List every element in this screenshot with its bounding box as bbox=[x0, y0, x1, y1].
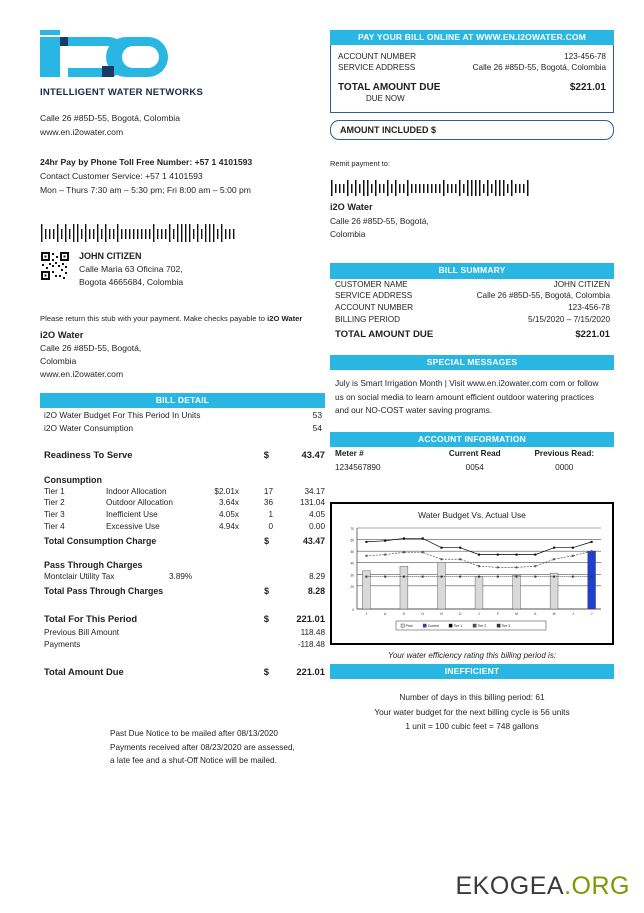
service-hours: Mon – Thurs 7:30 am – 5:30 pm; Fri 8:00 am – 5:00 pm bbox=[40, 184, 251, 195]
unit-conversion-line: 1 unit = 100 cubic feet = 748 gallons bbox=[405, 721, 539, 732]
previous-bill-amount: 118.48 bbox=[300, 628, 325, 638]
summary-value: 5/15/2020 – 7/15/2020 bbox=[528, 314, 610, 324]
summary-value: Calle 26 #85D-55, Bogotá, Colombia bbox=[476, 291, 610, 301]
current-read-label: Current Read bbox=[448, 448, 501, 458]
account-number-label: ACCOUNT NUMBER bbox=[338, 52, 417, 62]
efficiency-rating-badge: INEFFICIENT bbox=[330, 664, 614, 679]
chart-title: Water Budget Vs. Actual Use bbox=[418, 509, 526, 520]
svg-text:20: 20 bbox=[350, 584, 354, 589]
customer-address-line2: Bogota 4665684, Colombia bbox=[79, 277, 184, 288]
total-amount-due-row bbox=[40, 663, 325, 680]
table-row bbox=[330, 302, 614, 314]
table-row bbox=[40, 570, 325, 582]
account-information-header: ACCOUNT INFORMATION bbox=[330, 432, 614, 447]
notice-line-2: Payments received after 08/23/2020 are assessed, bbox=[110, 742, 295, 752]
tier-label: Tier 2 bbox=[44, 498, 65, 508]
pay-online-total-label: TOTAL AMOUNT DUE bbox=[338, 82, 441, 94]
past-due-notice bbox=[110, 727, 295, 768]
remit-barcode-icon bbox=[330, 177, 555, 199]
svg-text:50: 50 bbox=[350, 550, 354, 555]
previous-read-value: 0000 bbox=[555, 462, 574, 472]
summary-label: SERVICE ADDRESS bbox=[335, 291, 413, 301]
svg-text:30: 30 bbox=[350, 573, 354, 578]
pass-through-item-label: Montclair Utility Tax bbox=[44, 571, 115, 581]
payments-currency bbox=[239, 640, 269, 649]
total-consumption-value: 43.47 bbox=[302, 536, 325, 547]
svg-text:40: 40 bbox=[350, 561, 354, 566]
budget-label: i2O Water Budget For This Period In Units bbox=[44, 409, 201, 420]
tier-units: 17 bbox=[263, 486, 273, 496]
total-for-period-row bbox=[40, 610, 325, 627]
svg-text:D: D bbox=[459, 611, 462, 616]
bill-detail-consumption-row bbox=[40, 421, 325, 434]
tier-name: Excessive Use bbox=[106, 521, 160, 531]
tier-rate: $2.01x bbox=[214, 486, 239, 496]
consumption-section-title: Consumption bbox=[44, 475, 102, 486]
svg-text:Tier 2: Tier 2 bbox=[477, 623, 487, 628]
special-messages-body: July is Smart Irrigation Month | Visit www.en.i2owater.com com or follow us on social media to learn amount efficient outdoor watering practices and our NO-COST water saving programs. bbox=[335, 378, 599, 416]
consumption-section bbox=[40, 475, 325, 548]
total-period-amount: 221.01 bbox=[296, 613, 325, 625]
pass-through-item-currency bbox=[239, 572, 269, 581]
stub-payee-name: i2O Water bbox=[40, 328, 84, 340]
tier-rate: 3.64x bbox=[218, 498, 239, 508]
remit-address1: Calle 26 #85D-55, Bogotá, bbox=[330, 216, 429, 227]
previous-read-label: Previous Read: bbox=[534, 448, 595, 458]
svg-text:N: N bbox=[440, 611, 443, 616]
qr-code-icon bbox=[40, 251, 70, 281]
account-info-header-row bbox=[330, 447, 614, 461]
consumption-value: 54 bbox=[312, 422, 322, 433]
total-due-amount: 221.01 bbox=[296, 665, 325, 677]
left-column bbox=[40, 30, 325, 680]
stub-note bbox=[40, 314, 325, 323]
total-consumption-charge-row bbox=[40, 532, 325, 548]
svg-text:A: A bbox=[384, 611, 387, 616]
pass-through-item-rate: 3.89% bbox=[169, 571, 193, 581]
bill-detail-budget-row bbox=[40, 408, 325, 421]
table-row bbox=[40, 485, 325, 497]
stub-payee-address2: Colombia bbox=[40, 356, 77, 367]
ekogea-watermark bbox=[456, 872, 631, 901]
i2o-logo bbox=[40, 30, 188, 82]
tier-amount: 34.17 bbox=[304, 486, 325, 496]
company-contact-block bbox=[40, 156, 325, 198]
table-row bbox=[330, 313, 614, 325]
svg-text:Prior: Prior bbox=[405, 623, 413, 628]
pay-online-header[interactable]: PAY YOUR BILL ONLINE AT WWW.EN.I2OWATER.COM bbox=[330, 30, 614, 45]
svg-text:J: J bbox=[478, 611, 480, 616]
watermark-part1: EKOGEA bbox=[455, 872, 565, 900]
svg-text:M: M bbox=[552, 611, 556, 616]
summary-label: BILLING PERIOD bbox=[335, 314, 401, 324]
account-info-value-row bbox=[330, 461, 614, 472]
next-budget-line: Your water budget for the next billing cycle is 56 units bbox=[374, 706, 570, 717]
total-due-currency: $ bbox=[263, 665, 269, 677]
readiness-currency: $ bbox=[263, 449, 269, 461]
table-row bbox=[40, 509, 325, 521]
company-website: www.en.i2owater.com bbox=[40, 126, 124, 137]
meter-number-value: 1234567890 bbox=[335, 462, 381, 472]
pass-through-section bbox=[40, 560, 325, 598]
svg-text:J: J bbox=[365, 611, 368, 616]
svg-text:J: J bbox=[571, 611, 574, 616]
customer-name: JOHN CITIZEN bbox=[79, 250, 142, 261]
billing-days-line: Number of days in this billing period: 61 bbox=[399, 692, 545, 703]
footer-notes bbox=[330, 690, 614, 734]
bill-summary-total-label: TOTAL AMOUNT DUE bbox=[335, 328, 434, 340]
pass-through-total-row bbox=[40, 582, 325, 598]
service-address-row bbox=[338, 62, 606, 73]
remit-name: i2O Water bbox=[330, 202, 373, 213]
tier-units: 1 bbox=[268, 510, 273, 520]
toll-free-phone: 24hr Pay by Phone Toll Free Number: +57 1 4101593 bbox=[40, 156, 253, 167]
current-read-value: 0054 bbox=[465, 462, 484, 472]
tier-amount: 131.04 bbox=[299, 498, 325, 508]
svg-text:F: F bbox=[496, 611, 499, 616]
tier-name: Inefficient Use bbox=[106, 510, 158, 520]
total-amount-due-section bbox=[40, 663, 325, 680]
total-period-currency: $ bbox=[263, 613, 269, 625]
notice-line-1: Past Due Notice to be mailed after 08/13/2020 bbox=[110, 729, 278, 738]
stub-payee-address1: Calle 26 #85D-55, Bogotá, bbox=[40, 342, 142, 353]
table-row bbox=[40, 520, 325, 532]
bill-summary-header: BILL SUMMARY bbox=[330, 263, 614, 278]
summary-value: JOHN CITIZEN bbox=[553, 279, 610, 289]
consumption-label: i2O Water Consumption bbox=[44, 422, 134, 433]
svg-text:O: O bbox=[421, 611, 425, 616]
tier-amount: 0.00 bbox=[309, 521, 325, 531]
account-number-row bbox=[338, 51, 606, 62]
service-address-value: Calle 26 #85D-55, Bogotá, Colombia bbox=[472, 63, 606, 73]
svg-text:Tier 1: Tier 1 bbox=[453, 623, 463, 628]
table-row bbox=[330, 290, 614, 302]
efficiency-note: Your water efficiency rating this billing period is: bbox=[387, 650, 557, 660]
period-totals-section bbox=[40, 610, 325, 651]
svg-text:70: 70 bbox=[350, 526, 354, 531]
svg-text:M: M bbox=[515, 611, 518, 616]
total-due-label: Total Amount Due bbox=[44, 665, 124, 677]
tier-label: Tier 1 bbox=[44, 486, 65, 496]
svg-text:0: 0 bbox=[352, 607, 354, 612]
svg-text:Tier 3: Tier 3 bbox=[501, 623, 511, 628]
company-address-block bbox=[40, 112, 325, 140]
tier-label: Tier 3 bbox=[44, 510, 65, 520]
meter-number-label: Meter # bbox=[335, 448, 364, 458]
remit-address2: Colombia bbox=[330, 229, 366, 240]
account-number-value: 123-456-78 bbox=[564, 52, 606, 62]
previous-bill-currency bbox=[239, 628, 269, 637]
readiness-label: Readiness To Serve bbox=[44, 449, 133, 461]
right-column bbox=[330, 30, 614, 734]
tier-name: Indoor Allocation bbox=[106, 486, 167, 496]
water-usage-chart bbox=[330, 502, 614, 645]
pass-through-total-currency: $ bbox=[264, 586, 269, 597]
svg-text:A: A bbox=[534, 611, 537, 616]
pass-through-item-amount: 8.29 bbox=[309, 571, 325, 581]
watermark-part2: .ORG bbox=[564, 872, 630, 900]
pay-online-total-value: $221.01 bbox=[569, 82, 606, 94]
summary-label: CUSTOMER NAME bbox=[335, 279, 408, 289]
summary-value: 123-456-78 bbox=[568, 303, 610, 312]
tier-units: 0 bbox=[268, 521, 273, 531]
tier-units: 36 bbox=[263, 498, 273, 508]
svg-text:J: J bbox=[590, 611, 593, 616]
barcode-icon bbox=[40, 220, 255, 246]
previous-bill-row bbox=[40, 627, 325, 639]
tier-amount: 4.05 bbox=[309, 510, 325, 520]
service-address-label: SERVICE ADDRESS bbox=[338, 63, 416, 73]
due-now-label: DUE NOW bbox=[366, 94, 405, 104]
pay-online-box bbox=[330, 45, 614, 113]
summary-label: ACCOUNT NUMBER bbox=[335, 303, 414, 312]
stub-payee-website: www.en.i2owater.com bbox=[40, 369, 124, 380]
readiness-to-serve-row bbox=[40, 446, 325, 463]
bill-summary-total-row bbox=[330, 325, 614, 342]
payments-row bbox=[40, 639, 325, 651]
payments-amount: -118.48 bbox=[297, 640, 325, 650]
bill-detail-header: BILL DETAIL bbox=[40, 393, 325, 408]
stub-note-text: Please return this stub with your payment. Make checks payable to bbox=[40, 313, 265, 323]
total-period-label: Total For This Period bbox=[44, 613, 138, 625]
tier-label: Tier 4 bbox=[44, 521, 65, 531]
tier-rate: 4.94x bbox=[218, 521, 239, 531]
table-row bbox=[330, 279, 614, 291]
company-address: Calle 26 #85D-55, Bogotá, Colombia bbox=[40, 113, 180, 123]
chart-plot bbox=[335, 523, 607, 635]
tier-name: Outdoor Allocation bbox=[106, 498, 173, 508]
previous-bill-label: Previous Bill Amount bbox=[44, 628, 120, 638]
remit-label: Remit payment to: bbox=[330, 159, 390, 169]
pass-through-title: Pass Through Charges bbox=[44, 560, 143, 571]
payments-label: Payments bbox=[44, 640, 81, 650]
bill-summary-total-value: $221.01 bbox=[575, 328, 610, 340]
customer-block bbox=[40, 250, 325, 290]
logo-tagline: INTELLIGENT WATER NETWORKS bbox=[40, 87, 204, 98]
amount-included-field[interactable]: AMOUNT INCLUDED $ bbox=[330, 120, 614, 140]
stub-note-payee: i2O Water bbox=[267, 313, 303, 323]
notice-line-3: a late fee and a shut-Off Notice will be mailed. bbox=[110, 756, 277, 766]
total-consumption-label: Total Consumption Charge bbox=[44, 536, 157, 547]
tier-rate: 4.05x bbox=[218, 510, 239, 520]
svg-text:S: S bbox=[402, 611, 406, 616]
svg-text:Current: Current bbox=[427, 623, 440, 628]
customer-service-phone: Contact Customer Service: +57 1 4101593 bbox=[40, 170, 203, 181]
total-consumption-currency: $ bbox=[264, 536, 269, 547]
table-row bbox=[40, 497, 325, 509]
pass-through-total-label: Total Pass Through Charges bbox=[44, 586, 164, 597]
svg-text:60: 60 bbox=[350, 538, 354, 543]
readiness-value: 43.47 bbox=[301, 449, 325, 461]
customer-address-line1: Calle Maria 63 Oficina 702, bbox=[79, 264, 183, 275]
budget-value: 53 bbox=[312, 409, 322, 420]
pass-through-total-amount: 8.28 bbox=[307, 586, 325, 597]
pay-online-total-row bbox=[338, 82, 606, 93]
special-messages-header: SPECIAL MESSAGES bbox=[330, 355, 614, 370]
